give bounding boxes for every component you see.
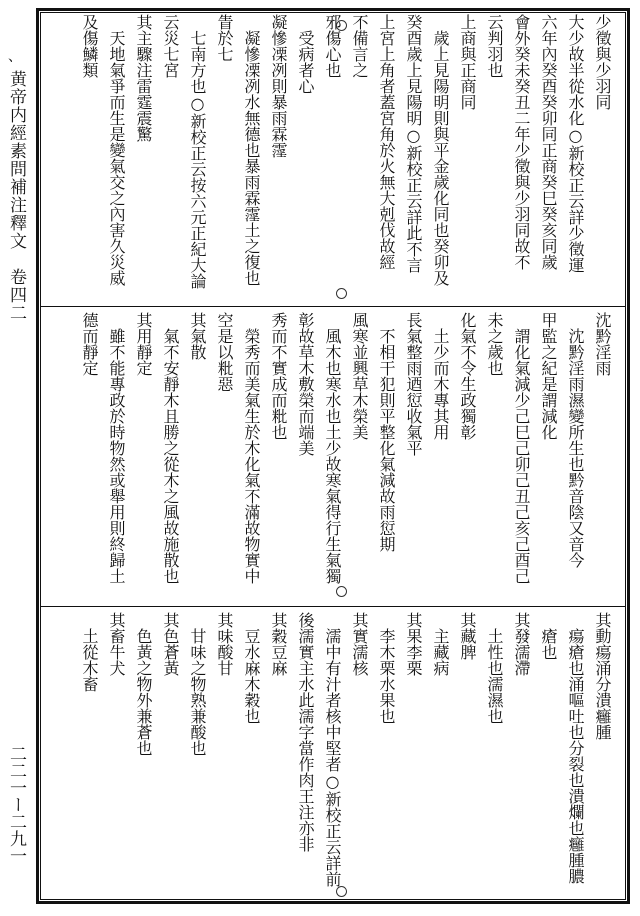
text-column: 其穀豆麻 bbox=[269, 612, 288, 676]
text-column: 雖不能專政於時物然或舉用則終歸土 bbox=[107, 328, 126, 584]
text-column: 其畜牛犬 bbox=[107, 612, 126, 676]
text-column: 云災七宮 bbox=[161, 14, 180, 78]
text-column: 其實濡核 bbox=[350, 612, 369, 676]
panel-top-columns bbox=[44, 14, 622, 304]
text-column: 其色蒼黃 bbox=[161, 612, 180, 676]
panel-middle-columns bbox=[44, 312, 622, 604]
text-column: 六年內癸酉癸卯同正商癸巳癸亥同歲 bbox=[539, 14, 558, 270]
text-column: 大少故半從水化○新校正云詳少徵運 bbox=[566, 14, 585, 273]
text-column: 癸酉歲上見陽明○新校正云詳此不言 bbox=[404, 14, 423, 273]
panel-middle bbox=[44, 312, 622, 604]
text-column: 其味酸甘 bbox=[215, 612, 234, 676]
text-column: 云判羽也 bbox=[485, 14, 504, 78]
text-column: 其發濡滯 bbox=[512, 612, 531, 676]
text-column: 凝慘凓冽水無德也暴雨霖霪土之復也 bbox=[242, 30, 261, 286]
text-column: 歲上見陽明則與平金歲化同也癸卯及 bbox=[431, 30, 450, 286]
text-column: 其藏脾 bbox=[458, 612, 477, 660]
text-column: 受病者心 bbox=[296, 30, 315, 94]
text-column: 彰故草木敷榮而端美 bbox=[296, 312, 315, 456]
text-column: 甘味之物熟兼酸也 bbox=[188, 628, 207, 756]
text-column: 風寒並興草木榮美 bbox=[350, 312, 369, 440]
text-column: 其動瘍涌分潰癰腫 bbox=[593, 612, 612, 740]
text-column: 其果李栗 bbox=[404, 612, 423, 676]
text-column: 空是以粃惡 bbox=[215, 312, 234, 392]
circle-mark bbox=[336, 20, 347, 31]
text-column: 風木也寒水也土少故寒氣得行生氣獨 bbox=[323, 328, 342, 584]
circle-mark bbox=[336, 586, 347, 597]
text-column: 德而靜定 bbox=[80, 312, 99, 376]
text-column: 濡中有汁者核中堅者○新校正云詳前 bbox=[323, 628, 342, 887]
text-column: 會外癸未癸丑二年少徵與少羽同故不 bbox=[512, 14, 531, 270]
margin-book-title: 黄帝内經素問補注釋文 卷四二 bbox=[6, 70, 26, 322]
text-column: 土從木畜 bbox=[80, 628, 99, 692]
text-column: 未之歲也 bbox=[485, 312, 504, 376]
text-column: 及傷鱗類 bbox=[80, 14, 99, 78]
circle-mark bbox=[336, 886, 347, 897]
text-column: 天地氣爭而生是變氣交之內害久災威 bbox=[107, 30, 126, 286]
text-column: 色黃之物外兼蒼也 bbox=[134, 628, 153, 756]
text-column: 秀而不實成而粃也 bbox=[269, 312, 288, 440]
text-column: 謂化氣減少己巳己卯己丑己亥己酉己 bbox=[512, 328, 531, 584]
text-column: 不相干犯則平整化氣減故雨愆期 bbox=[377, 328, 396, 552]
text-column: 七南方也○新校正云按六元正紀大論 bbox=[188, 30, 207, 289]
text-column: 土少而木專其用 bbox=[431, 328, 450, 440]
margin-mark: 、 bbox=[8, 49, 22, 65]
panel-top bbox=[44, 14, 622, 304]
text-column: 榮秀而美氣生於木化氣不滿故物實中 bbox=[242, 328, 261, 584]
text-column: 凝慘凓冽則暴雨霖霪 bbox=[269, 14, 288, 158]
text-column: 長氣整雨迺愆收氣平 bbox=[404, 312, 423, 456]
text-column: 沈黔淫雨濕變所生也黔音陰又音今 bbox=[566, 328, 585, 568]
text-column: 氣不安靜木且勝之從木之風故施散也 bbox=[161, 328, 180, 584]
text-column: 土性也濡濕也 bbox=[485, 628, 504, 724]
margin-page-number: 二二一ー二九一 bbox=[6, 745, 26, 864]
text-column: 少徵與少羽同 bbox=[593, 14, 612, 110]
text-column: 後濡實主水此濡字當作肉王注亦非 bbox=[296, 612, 315, 852]
text-column: 其主驟注雷霆震驚 bbox=[134, 14, 153, 142]
text-column: 不備言之 bbox=[350, 14, 369, 78]
text-column: 眚於七 bbox=[215, 14, 234, 62]
panel-bottom bbox=[44, 612, 622, 900]
text-column: 其用靜定 bbox=[134, 312, 153, 376]
text-column: 上商與正商同 bbox=[458, 14, 477, 110]
circle-mark bbox=[336, 288, 347, 299]
text-column: 瘡也 bbox=[539, 628, 558, 660]
text-column: 邪傷心也 bbox=[323, 14, 342, 78]
text-column: 瘍瘡也涌嘔吐也分裂也潰爛也癰腫膿 bbox=[566, 628, 585, 884]
text-column: 豆水麻木穀也 bbox=[242, 628, 261, 724]
text-column: 上宮上角者蓋宮角於火無大剋伐故經 bbox=[377, 14, 396, 270]
text-column: 沈黔淫雨 bbox=[593, 312, 612, 376]
panel-divider-2 bbox=[40, 606, 626, 607]
text-column: 甲監之紀是謂減化 bbox=[539, 312, 558, 440]
panel-divider-1 bbox=[40, 306, 626, 307]
text-column: 其氣散 bbox=[188, 312, 207, 360]
text-column: 化氣不令生政獨彰 bbox=[458, 312, 477, 440]
text-column: 主藏病 bbox=[431, 628, 450, 676]
text-column: 李木栗水果也 bbox=[377, 628, 396, 724]
panel-bottom-columns bbox=[44, 612, 622, 900]
